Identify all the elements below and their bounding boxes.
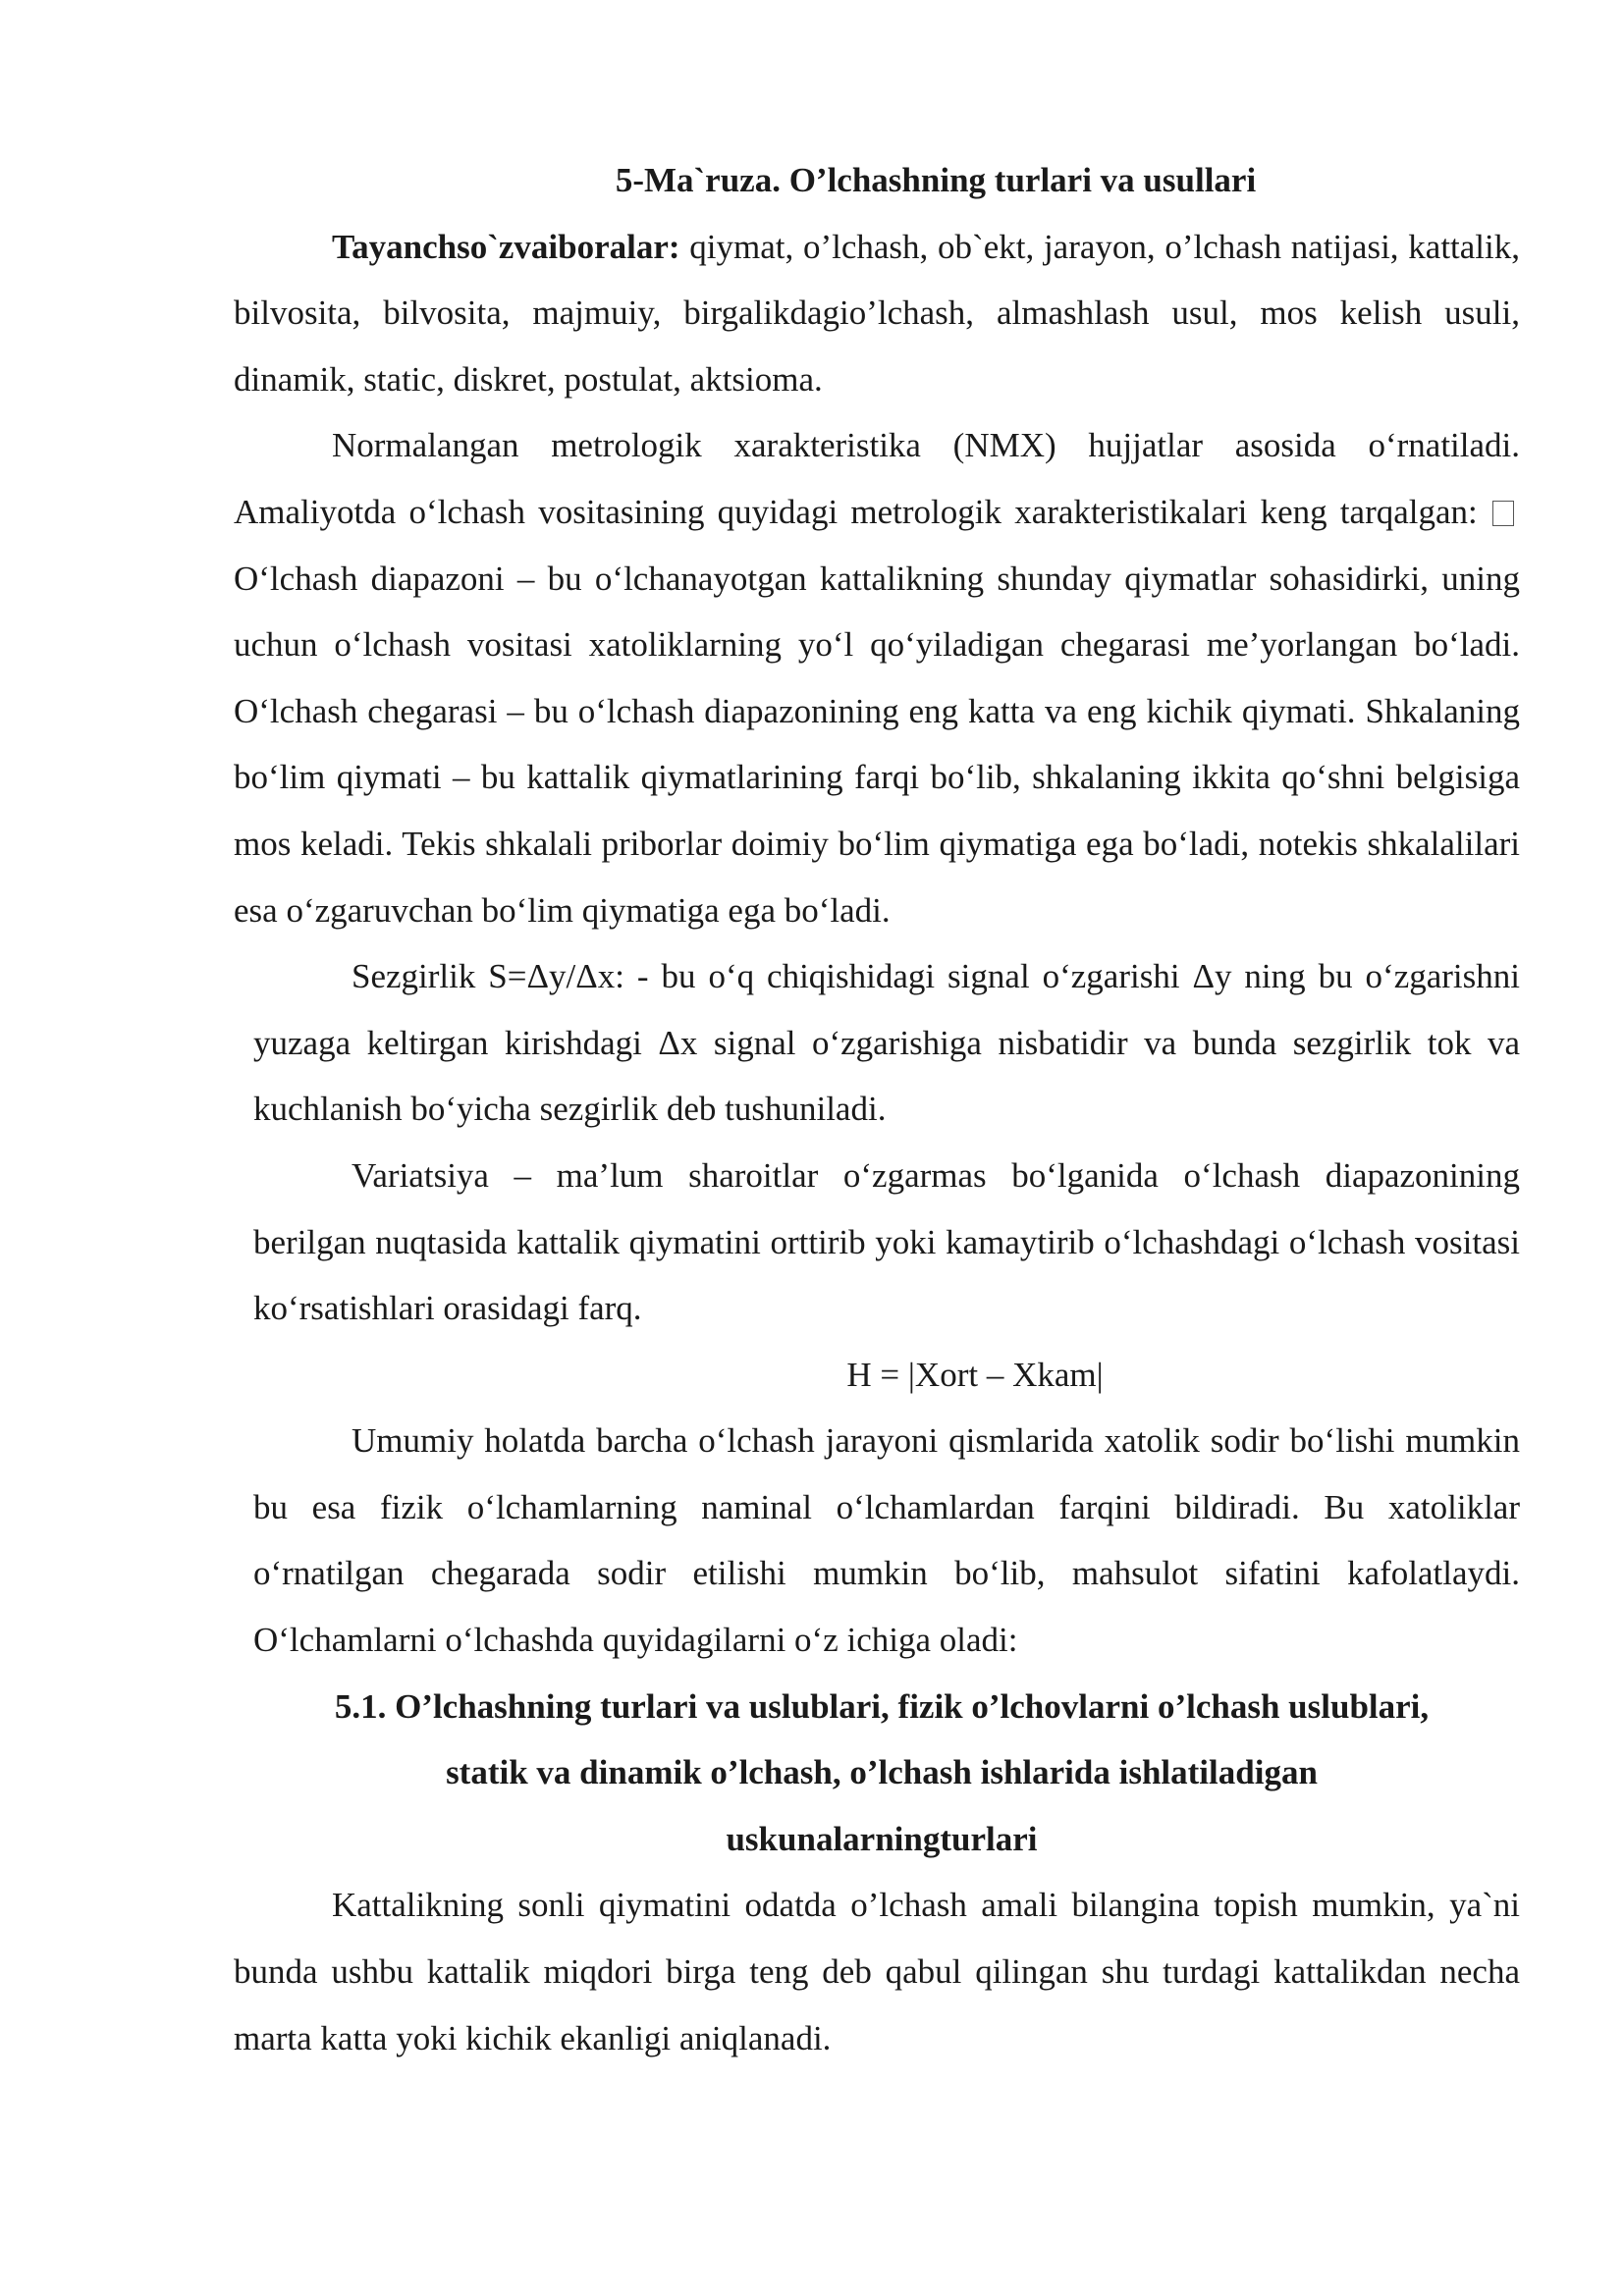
formula: H = |Xort – Xkam| [846, 1355, 1104, 1394]
paragraph-nmx [234, 412, 1520, 943]
paragraph-measurement: Kattalikning sonli qiymatini odatda o’lchash amali bilangina topish mumkin, ya`ni bunda ushbu kattalik miqdori birga teng deb qabul qilingan shu turdagi kattalikdan necha marta katta yoki kichik ekanligi aniqlanadi. [234, 1886, 1520, 2057]
keywords-paragraph [234, 214, 1520, 413]
paragraph-sensitivity: Sezgirlik S=Δy/Δx: - bu o‘q chiqishidagi signal o‘zgarishi Δy ning bu o‘zgarishni yuzaga keltirgan kirishdagi Δx signal o‘zgarishiga nisbatidir va bunda sezgirlik tok va kuchlanish bo‘yicha sezgirlik deb tushuniladi. [253, 957, 1520, 1129]
paragraph-errors: Umumiy holatda barcha o‘lchash jarayoni qismlarida xatolik sodir bo‘lishi mumkin bu esa fizik o‘lchamlarning naminal o‘lchamlardan farqini bildiradi. Bu xatoliklar o‘rnatilgan chegarada sodir etilishi mumkin bo‘lib, mahsulot sifatini kafolatlaydi. O‘lchamlarni o‘lchashda quyidagilarni o‘z ichiga oladi: [253, 1421, 1520, 1660]
missing-glyph-icon [1492, 501, 1514, 526]
paragraph-nmx-lead: Normalangan metrologik xarakteristika (NMX) hujjatlar asosida o‘rnatiladi. Amaliyotda o‘lchash vositasining quyidagi metrologik xarakteristikalari keng tarqalgan: [234, 426, 1520, 531]
paragraph-variation: Variatsiya – ma’lum sharoitlar o‘zgarmas bo‘lganida o‘lchash diapazonining berilgan nuqtasida kattalik qiymatini orttirib yoki kamaytirib o‘lchashdagi o‘lchash vositasi ko‘rsatishlari orasidagi farq. [253, 1155, 1520, 1328]
keywords-label: Tayanchso`zvaiboralar: [332, 227, 680, 266]
document-page [234, 147, 1520, 2071]
paragraph-nmx-rest: O‘lchash diapazoni – bu o‘lchanayotgan kattalikning shunday qiymatlar sohasidirki, uning uchun o‘lchash vositasi xatoliklarning yo‘l qo‘yiladigan chegarasi me’yorlangan bo‘ladi. O‘lchash chegarasi – bu o‘lchash diapazonining eng katta va eng kichik qiymati. Shkalaning bo‘lim qiymati – bu kattalik qiymatlarining farqi bo‘lib, shkalaning ikkita qo‘shni belgisiga mos keladi. Tekis shkalali priborlar doimiy bo‘lim qiymatiga ega bo‘ladi, notekis shkalalilari esa o‘zgaruvchan bo‘lim qiymatiga ega bo‘ladi. [234, 559, 1520, 930]
page-title: 5-Ma`ruza. O’lchashning turlari va usullari [615, 161, 1257, 199]
section-heading: 5.1. O’lchashning turlari va uslublari, fizik o’lchovlarni o’lchash uslublari, statik va dinamik o’lchash, o’lchash ishlarida ishlatiladigan uskunalarningturlari [334, 1686, 1430, 1858]
keywords-text: qiymat, o’lchash, ob`ekt, jarayon, o’lchash natijasi, kattalik, bilvosita, bilvosita, majmuiy, birgalikdagio’lchash, almashlash usul, mos kelish usuli, dinamik, static, diskret, postulat, aktsioma. [234, 227, 1520, 399]
